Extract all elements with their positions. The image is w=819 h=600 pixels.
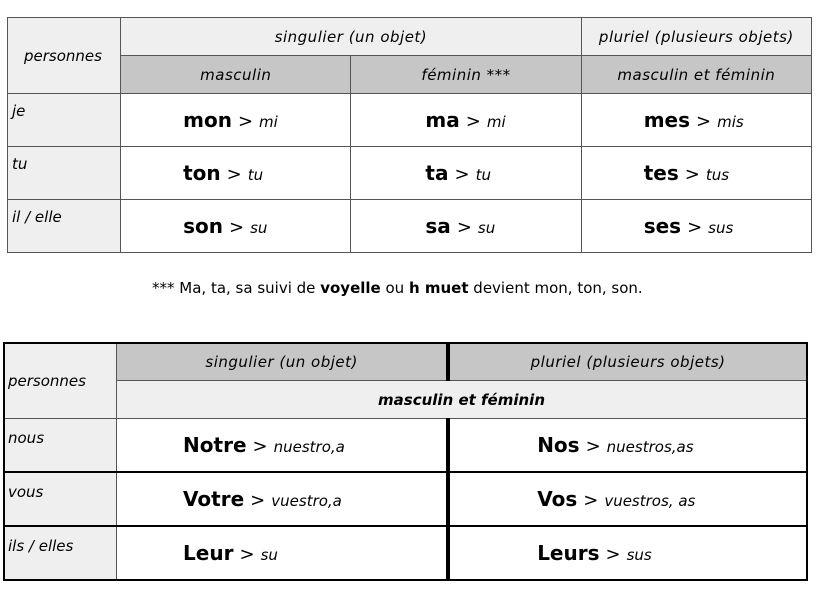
persons-header: personnes — [4, 343, 117, 419]
translation: nuestro,a — [273, 438, 345, 456]
possessive-form: son — [183, 214, 224, 238]
arrow: > — [226, 164, 242, 185]
person-label: tu — [8, 147, 121, 200]
arrow: > — [454, 164, 470, 185]
possessive-form: Notre — [183, 433, 247, 457]
possessive-table-singular-persons — [7, 17, 812, 253]
arrow: > — [237, 111, 254, 132]
note-h-muet: h muet — [408, 279, 469, 297]
person-label: nous — [4, 419, 117, 473]
table-row — [8, 94, 812, 147]
arrow: > — [456, 217, 472, 238]
note-stars: *** — [152, 279, 175, 297]
feminine-cell — [351, 94, 581, 147]
arrow: > — [239, 544, 255, 565]
arrow: > — [229, 217, 245, 238]
plural-cell — [448, 472, 807, 526]
translation: mi — [259, 113, 278, 131]
possessive-form: Vos — [537, 487, 578, 511]
translation: tu — [247, 166, 264, 184]
possessive-form: tes — [643, 161, 679, 185]
translation: vuestro,a — [271, 492, 342, 510]
arrow: > — [465, 111, 481, 132]
translation: mis — [717, 113, 744, 131]
possessive-form: ta — [425, 161, 449, 185]
note-text: ou — [385, 279, 405, 297]
note-text: devient — [473, 279, 530, 297]
singular-header: singulier (un objet) — [117, 343, 449, 381]
footnote — [152, 279, 643, 297]
possessive-form: mon — [183, 108, 232, 132]
translation: su — [250, 219, 268, 237]
translation: su — [260, 546, 278, 564]
person-label: vous — [4, 472, 117, 526]
translation: nuestros,as — [606, 438, 694, 456]
possessive-form: Leurs — [537, 541, 600, 565]
translation: vuestros, as — [604, 492, 696, 510]
singular-header: singulier (un objet) — [121, 18, 582, 56]
arrow: > — [585, 436, 601, 457]
plural-cell — [448, 526, 807, 580]
masc-fem-subheader: masculin et féminin — [117, 381, 807, 419]
possessive-form: mes — [643, 108, 691, 132]
arrow: > — [684, 164, 700, 185]
translation: sus — [708, 219, 734, 237]
plural-cell — [448, 419, 807, 473]
translation: tus — [705, 166, 730, 184]
feminine-cell — [351, 147, 581, 200]
arrow: > — [687, 217, 703, 238]
table-row — [4, 472, 807, 526]
arrow: > — [583, 490, 599, 511]
translation: mi — [486, 113, 506, 131]
note-result: mon, ton, son. — [534, 279, 643, 297]
translation: sus — [626, 546, 652, 564]
possessive-form: Votre — [183, 487, 245, 511]
table-row — [8, 147, 812, 200]
note-words: Ma, ta, sa — [179, 279, 253, 297]
person-label: ils / elles — [4, 526, 117, 580]
possessive-form: ton — [183, 161, 221, 185]
plural-cell — [581, 94, 811, 147]
table-row — [4, 526, 807, 580]
possessive-form: sa — [425, 214, 451, 238]
singular-cell — [117, 472, 449, 526]
possessive-form: ses — [643, 214, 682, 238]
note-text: suivi de — [257, 279, 316, 297]
feminine-cell — [351, 200, 581, 253]
persons-header: personnes — [8, 18, 121, 94]
table-row — [4, 419, 807, 473]
plural-header: pluriel (plusieurs objets) — [448, 343, 807, 381]
translation: tu — [475, 166, 491, 184]
arrow: > — [696, 111, 712, 132]
plural-cell — [581, 200, 811, 253]
arrow: > — [252, 436, 268, 457]
singular-cell — [117, 419, 449, 473]
masculine-cell — [121, 94, 351, 147]
arrow: > — [250, 490, 266, 511]
masculine-cell — [121, 147, 351, 200]
possessive-form: ma — [425, 108, 460, 132]
masculine-cell — [121, 200, 351, 253]
note-vowel: voyelle — [320, 279, 381, 297]
possessive-table-plural-persons — [3, 342, 808, 581]
arrow: > — [605, 544, 621, 565]
masculine-subheader: masculin — [121, 56, 351, 94]
masc-fem-subheader: masculin et féminin — [581, 56, 811, 94]
table-row — [8, 200, 812, 253]
plural-cell — [581, 147, 811, 200]
possessive-form: Leur — [183, 541, 234, 565]
translation: su — [477, 219, 496, 237]
person-label: il / elle — [8, 200, 121, 253]
feminine-subheader: féminin *** — [351, 56, 581, 94]
possessive-form: Nos — [537, 433, 580, 457]
plural-header: pluriel (plusieurs objets) — [581, 18, 811, 56]
person-label: je — [8, 94, 121, 147]
singular-cell — [117, 526, 449, 580]
